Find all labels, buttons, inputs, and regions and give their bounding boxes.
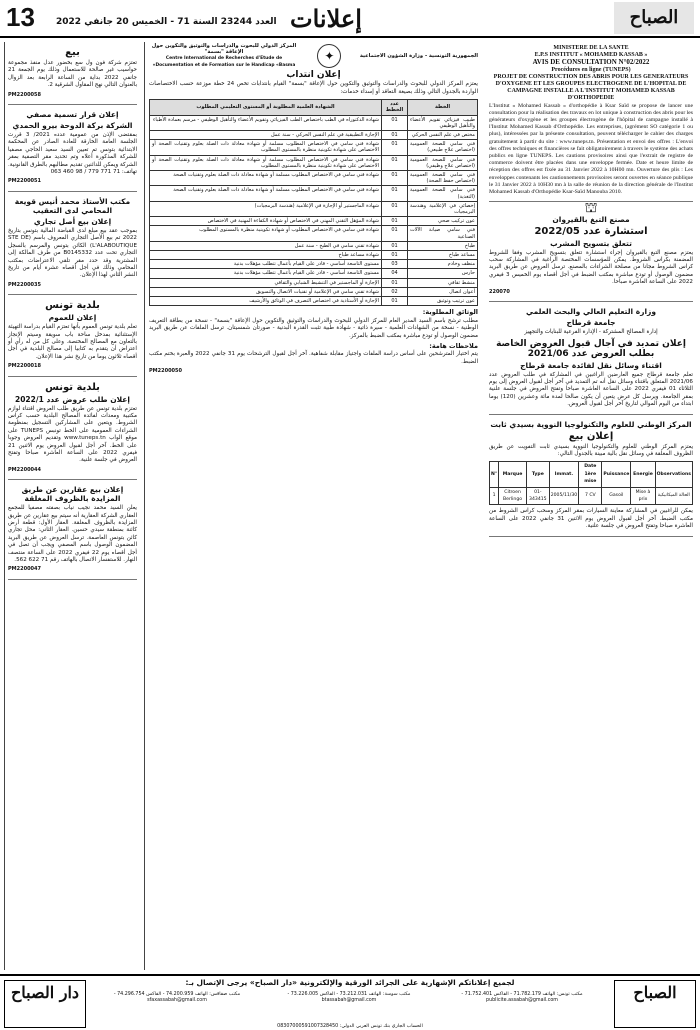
ad-title: المركز الوطني للعلوم والتكنولوجيا النووية بسيدي ثابت: [490, 419, 692, 429]
recruitment-title: إعلان انتداب: [286, 70, 341, 80]
ad-nuclear-center: [489, 415, 693, 537]
ad-text2: يمكن للراغبين في المشاركة معاينة السيارات بمقر المركز وسحب كراس الشروط من مكتب الضبط. آخر أجل لقبول العروض يوم الاثنين 31 جانفي 2022 على الساعة العاشرة صباحا وتفتح العروض في جلسة علنية.: [489, 508, 693, 530]
job-post: فني سامي للصحة العمومية (اختصاص حفظ الصحة): [408, 171, 478, 186]
ad-subtitle: إعلان للعموم: [48, 313, 97, 323]
job-count: 04: [382, 269, 408, 278]
job-requirement: الإجازة أو الأستاذية في اختصاص التصرف في الوثائق والأرشيف: [150, 297, 382, 306]
vehicle-cell: 1: [490, 487, 499, 505]
job-count: 01: [382, 140, 408, 155]
job-post: فني سامي للصحة العمومية (اختصاص علاج طبيعي): [408, 140, 478, 155]
table-row: [150, 171, 478, 186]
ad-consultation-fr: [489, 42, 693, 202]
job-requirement: شهادة فني سامي في الاختصاص المطلوب أو شهادة تكوينية منظرة بالمستوى المطلوب: [150, 226, 382, 241]
ad-text: تعلم بلدية تونس العموم بأنها تعتزم القيام بدراسة التهيئة الإستثنائية بمدخل ساحة باب سويقة وسيتم الإنجاز بالتعاون مع المصالح المختصة. وعلى كل من له رأي أو اعتراض أن يتقدم به كتابيا إلى مصالح البلدية في أجل أقصاه ثلاثون يوما من تاريخ نشر هذا الإعلان.: [8, 324, 137, 360]
job-requirement: مستوى التاسعة أساسي - قادر على القيام بأعمال تتطلب مؤهلات بدنية: [150, 260, 382, 269]
job-count: 01: [382, 297, 408, 306]
ad-text: يعلن السيد محمد نجيب نياب بصفته مصفيا للمجمع العقاري الشركة العقارية أنه سيتم بيع عقارين عن طريق المزايدة بالظروف المغلقة. العقار الأول: قطعة أرض كائنة بمنطقة سيدي حسين. العقار الثاني: محل تجاري كائن بتونس العاصمة. ترسل العروض عن طريق البريد المضمون الوصول باسم المصفي ويجب أن تصل في أجل أقصاه يوم 22 فيفري 2022 على الساعة منتصف النهار. للاستفسار الاتصال بالهاتف رقم 71 622 562.: [8, 505, 137, 564]
ad-lawyer: [8, 192, 137, 295]
table-row: [150, 115, 478, 130]
table-row: [150, 269, 478, 278]
job-count: 01: [382, 186, 408, 201]
job-post: طباخ: [408, 241, 478, 250]
col-header-count: عدد الخطط: [382, 100, 408, 115]
col-header-requirement: الشهادة العلمية المطلوبة أو المستوى التعليمي المطلوب: [150, 100, 382, 115]
ad-ref: PM2200035: [8, 281, 41, 288]
job-requirement: شهادة فني سامي في الاختصاص المطلوب مسلمة أو شهادة معادلة ذات الصلة بعلوم وتقنيات الصحة: [150, 171, 382, 186]
fr-ministry: MINISTERE DE LA SANTE: [553, 45, 629, 51]
job-post: منظف وخادم: [408, 260, 478, 269]
ad-title: بلدية تونس: [45, 300, 100, 312]
ad-title: مكتب الأستاذ محمد أنيس قويعة المحامي لدى التعقيب: [14, 196, 131, 215]
ad-title: بيع: [65, 47, 80, 58]
ad-title: إعلان قرار تسمية مصفي: [26, 110, 119, 120]
notes-title: ملاحظات هامة:: [429, 341, 478, 350]
job-requirement: شهادة تقني سامي في الإعلامية أو تقنيات الاتصال والتسويق: [150, 287, 382, 296]
page-header: [0, 0, 700, 38]
table-row: [150, 217, 478, 226]
ad-text: يعتزم المركز الوطني للعلوم والتكنولوجيا النووية بسيدي ثابت التفويت عن طريق الظروف المغلقة في وسائل نقل بالية مبينة بالجدول التالي:: [489, 443, 693, 457]
job-requirement: شهادة الدكتوراه في الطب باختصاص الطب الفيزيائي وتقويم الأعضاء والتأهيل الوظيفي - مرسم بعمادة الأطباء: [150, 115, 382, 130]
table-row: [150, 241, 478, 250]
vehicle-col-header: Observations: [655, 462, 692, 487]
ad-municipality-tender: [8, 377, 137, 481]
tobacco-logo-icon: ⛫: [584, 200, 598, 217]
table-row: [150, 201, 478, 216]
table-row: [150, 186, 478, 201]
job-post: عون تركيب صحي: [408, 217, 478, 226]
ad-ref: PM2200051: [8, 178, 41, 185]
job-requirement: شهادة الماجستير أو الإجازة في الإعلامية (هندسة البرمجيات): [150, 201, 382, 216]
table-row: [150, 155, 478, 170]
ad-text: بموجب عقد بيع مبلغ لدى القباضة المالية بتونس بتاريخ 2022 تم بيع الأصل التجاري المعروف باسم (STE DE L'ALABOUTIQUE) الكائن بتونس والمرسم بالسجل التجاري تحت عدد B0145332 من طرف المالكة إلى المشترية وقد حدد مقر تلقي الاعتراضات بمكتب المحامي وذلك في أجل أقصاه عشرة أيام من تاريخ النشر الثاني لهذا الإعلان.: [8, 227, 137, 279]
ad-text: يعتزم مصنع التبغ بالقيروان إجراء استشارة تتعلق بتسويح المشرب وفقا للشروط المضمنة بكراس الشروط. يمكن للمؤسسات المختصة الراغبة في المشاركة سحب كراس الشروط مجانا من مصلحة الشراءات بالمصنع. ترسل العروض عن طريق البريد مضمون الوصول أو تودع مباشرة بمكتب الضبط في أجل أقصاه يوم الخميس 3 فيفري 2022 على الساعة العاشرة صباحا.: [489, 249, 693, 286]
job-count: 01: [382, 226, 408, 241]
ad-text: تعتزم شركة فون ول سع بخضور عدل منفذ مجموعة حواسيب غير صالحة للاستعمال وذلك يوم الجمعة 21 جانفي 2022 بداية من الساعة الرابعة بعد الزوال بالعنوان التالي نهج المقاول الشرقية 2.: [8, 60, 138, 89]
issue-line: العدد 23244 السنة 71 - الخميس 20 جانفي 2022: [56, 17, 277, 27]
ad-text: تعلم جامعة قرطاج جميع العارضين الراغبين في المشاركة في طلب العروض عدد 2021/06 المتعلق باقتناء وسائل نقل أنه تم التمديد في آخر أجل لقبول العروض إلى يوم الثلاثاء 01 فيفري 2022 على الساعة العاشرة صباحا وتفتح العروض في جلسة علنية بمقر الجامعة. ويرسل كل عرض يتعين أن يكون صالحا لمدة مائة وعشرين (120) يوما ابتداء من اليوم الموالي لتاريخ آخر أجل لقبول العروض.: [489, 371, 693, 408]
job-count: 01: [382, 217, 408, 226]
job-requirement: شهادة تقني سامي في الطبخ - سنة عمل: [150, 241, 382, 250]
vehicle-cell: Gasoil: [602, 487, 631, 505]
ad-subtitle: الشركة بركة الدوحة بيرو الحمدي: [12, 121, 133, 131]
page-footer: [0, 974, 700, 1030]
column-right: [486, 42, 696, 970]
ad-ref: PM2200044: [8, 466, 41, 473]
job-post: عون ترتيب وتوثيق: [408, 297, 478, 306]
ad-ref: PM2200058: [8, 91, 41, 98]
vehicle-col-header: Immat.: [549, 462, 578, 487]
job-requirement: الإجازة التطبيقية في علم النفس الحركي - سنة عمل: [150, 131, 382, 140]
fr-title: AVIS DE CONSULTATION N°02/2022: [532, 58, 650, 67]
jobs-table: [149, 99, 478, 306]
table-row: [150, 287, 478, 296]
vehicle-cell: الحالة الميكانيكية: [655, 487, 692, 505]
footer-logo-right: الصباح: [614, 980, 696, 1028]
job-post: طبيب فيزيائي تقويم الأعضاء والتأهيل الوظيفي: [408, 115, 478, 130]
vehicle-cell: 01-343415: [526, 487, 549, 505]
page-number: 13: [6, 2, 35, 32]
fr-procedure: Procédures en ligne (TUNEPS): [551, 66, 631, 73]
vehicle-col-header: Marque: [499, 462, 527, 487]
ad-subtitle: استشارة عدد 2022/05: [534, 225, 648, 237]
ad-headline2: اقتناء وسائل نقل لفائدة جامعة قرطاج: [520, 360, 662, 370]
job-post: أعوان اتصال: [408, 287, 478, 296]
bank-account: الحساب الجاري بنك تونس العربي الدولي: 08307000591007328450: [277, 1024, 423, 1029]
column-left: [4, 42, 140, 970]
ad-text: بمقتضى الإذن من عمومية عدده 2021/ 3 قررت الجلسة العامة الخارقة للعادة الصادر عن المحكمة الابتدائية بتونس تم تعيين السيد سعيد الحاجي مصفيا للشركة المذكورة أعلاه وتم تحديد مقر التصفية بمقر الشركة ويمكن للدائنين تقديم مطالبهم بالطرق القانونية. تهاتف: 71 771 779 / 98 460 063: [8, 132, 137, 176]
ad-subtitle: إعلان طلب عروض عدد 2022/1: [15, 394, 130, 404]
emblem-icon: ✦: [317, 44, 341, 68]
ministry-name: الجمهورية التونسية - وزارة الشؤون الاجتماعية: [359, 52, 478, 59]
ad-auction: [8, 480, 137, 580]
section-title: إعلانات: [290, 4, 362, 33]
ad-sale: [8, 42, 137, 105]
job-post: مختص في علم النفس الحركي: [408, 131, 478, 140]
job-count: 01: [382, 278, 408, 287]
footer-banner: لجميع إعلاناتكم الإشهارية على الجرائد الورقية والإلكترونية «دار الصباح» يرجى الإتصال بـ:: [185, 978, 515, 987]
job-requirement: شهادة فني سامي في الاختصاص المطلوب مسلمة أو شهادة معادلة ذات الصلة بعلوم وتقنيات الصحة أو الاختصاص على شهادة تكوينية منظرة بالمستوى المطلوب: [150, 155, 382, 170]
notes-text: يتم اختيار المترشحين على أساس دراسة الملفات واجتياز مقابلة شفاهية. آخر أجل لقبول الترشحات يوم 31 جانفي 2022 والعبرة بختم مكتب الضبط.: [149, 351, 478, 365]
job-requirement: مستوى التاسعة أساسي - قادر على القيام بأعمال تتطلب مؤهلات بدنية: [150, 269, 382, 278]
ad-ref: PM2200050: [149, 368, 182, 375]
table-row: [150, 260, 478, 269]
table-row: [150, 251, 478, 260]
ad-text: تعتزم بلدية تونس عن طريق طلب العروض اقتناء لوازم مكتبية ومعدات لفائدة المصالح البلدية حسب كراس الشروط. ويتعين على المشاركين التسجيل بمنظومة الشراءات العمومية على الخط تونبس TUNEPS على موقع الواب www.tuneps.tn وتقديم العروض وجوبا على الخط. آخر أجل لقبول العروض يوم الاثنين 21 فيفري 2022 على الساعة العاشرة صباحا وتفتح العروض في جلسة علنية.: [8, 405, 137, 464]
ad-ref: PM2200018: [8, 363, 41, 370]
office-sousse: مكتب سوسة: الهاتف 73.212.031 - الفاكس 73.226.005 - btassabah@gmail.com: [287, 992, 411, 1003]
ad-subtitle: إعلان بيع: [568, 430, 614, 442]
ad-subtitle: إعلان بيع أصل تجاري: [33, 216, 112, 226]
vehicle-cell: 7 CV: [579, 487, 602, 505]
ad-subtitle2: تتعلق بتسويح المشرب: [550, 238, 632, 248]
job-post: حارس: [408, 269, 478, 278]
job-requirement: الإجازة أو الماجستير في التنشيط الشبابي والثقافي: [150, 278, 382, 287]
table-row: [150, 140, 478, 155]
job-post: منشط ثقافي: [408, 278, 478, 287]
vehicle-col-header: Date 1ère mise: [579, 462, 602, 487]
office-sfax: مكتب صفاقس: الهاتف 74.200.959 - الفاكس 74.296.754 - sfaxassabah@gmail.com: [113, 992, 241, 1003]
job-count: 02: [382, 287, 408, 296]
job-post: فني سامي للصحة العمومية (اختصاص علاج وظيفي): [408, 155, 478, 170]
fr-object: PROJET DE CONSTRUCTION DES ABRIS POUR LES GENERATEURS D'OXYGENE ET LES GROUPES ELECTROGENE DE L'HOPITAL DE CAMPAGNE INSTALLE A L'INSTITUT MOHAMED KASSAB D'ORTHOPEDIE: [493, 73, 689, 102]
ad-liquidator: [8, 105, 137, 192]
ad-ref: 220070: [489, 288, 510, 295]
job-count: 01: [382, 201, 408, 216]
fr-institute: E.P.S INSTITUT « MOHAMED KASSAB »: [534, 52, 648, 59]
job-requirement: شهادة فني سامي في الاختصاص المطلوب مسلمة أو شهادة معادلة ذات الصلة بعلوم وتقنيات الصحة أو الاختصاص على شهادة تكوينية منظرة بالمستوى المطلوب: [150, 140, 382, 155]
newspaper-logo: الصباح: [614, 2, 694, 34]
vehicle-table: [489, 461, 693, 505]
job-count: 01: [382, 251, 408, 260]
job-count: 01: [382, 155, 408, 170]
job-count: 01: [382, 171, 408, 186]
vehicle-col-header: N°: [490, 462, 499, 487]
col-header-post: الخطة: [408, 100, 478, 115]
vehicle-cell: Mise à prix: [631, 487, 655, 505]
ad-subtitle2: إدارة المصالح المشتركة - الإدارة الفرعية للبنايات والتجهيز: [524, 329, 658, 336]
center-logos: [149, 42, 478, 70]
ad-title: وزارة التعليم العالي والبحث العلمي: [525, 307, 657, 317]
fr-body: L'Institut « Mohamed Kassab » d'orthopédie à Ksar Saïd se propose de lancer une consultation pour la réalisation des travaux en lot unique à construction des abris pour les générateurs d'oxygène et les groupes électrogène de l'hôpital de campagne installé à l'Institut Mohamed Kassab d'Orthopédie. Les entreprises, (agrément SO catégorie 1 ou plus), intéressées par la présente consultation, peuvent télécharger le cahier des charges gratuitement à partir du site : www.tuneps.tn. Présentation et envoi des offres : L'envoi des offres techniques et financières se fait obligatoirement à travers le système des achats publics en ligne TUNEPS. Les cautions provisoires ainsi que l'extrait de registre de commerce doivent être placées dans une enveloppe fermée. Date et heure limite de réception des offres est fixée au 31 Janvier 2022 à 10H00 mn. Ouverture des plis : Les enveloppes contenants les cautionnements provisoires seront ouvertes en séance publique le 31 Janvier 2022 à 10H30 mn à la salle de réunion de la direction générale de l'Institut Mohamed Kassab d'Orthopédie Ksar-Saïd Manouba 2010.: [489, 102, 693, 196]
center-name-fr: Centre International de Recherches d'Etude de Documentation et de Formation sur le Handicap «Basma»: [152, 56, 296, 69]
ad-carthage: [489, 302, 693, 414]
job-count: 01: [382, 131, 408, 140]
office-tunis: مكتب تونس: الهاتف 71.782.179 - الفاكس 71.752.401 - publicite.assabah@gmail.com: [461, 992, 583, 1003]
vehicle-col-header: Type: [526, 462, 549, 487]
docs-text: مطلب ترشح باسم السيد المدير العام للمركز الدولي للبحوث والدراسات والتوثيق والتكوين حول الإعاقة "بسمة" - نسخة من بطاقة التعريف الوطنية - نسخة من الشهادات العلمية - سيرة ذاتية - شهادة طبية تثبت القدرة البدنية - صورتان شمسيتان. ترسل الملفات عن طريق البريد مضمون الوصول أو تودع مباشرة بمكتب الضبط بالمركز.: [149, 317, 478, 339]
vehicle-col-header: Puissance: [602, 462, 631, 487]
vehicle-cell: Citroen Berlingo: [499, 487, 527, 505]
job-post: إخصائي في الإعلامية وهندسة البرمجيات: [408, 201, 478, 216]
ad-municipality-notice: [8, 295, 137, 376]
ad-title: إعلان بيع عقارين عن طريق المزايدة بالظروف المغلقة: [21, 485, 124, 504]
table-row: [150, 131, 478, 140]
vehicle-cell: 2005/11/30: [549, 487, 578, 505]
ad-title: بلدية تونس: [45, 381, 100, 393]
center-name: المركز الدولي للبحوث والدراسات والتوثيق والتكوين حول الإعاقة "بسمة" Centre International de Recherches d'Etude de Documentation et de Formation sur le Handicap «Basma»: [151, 42, 297, 69]
ad-title: مصنع التبغ بالقيروان: [552, 214, 630, 224]
recruitment-intro: يعتزم المركز الدولي للبحوث والدراسات والتوثيق والتكوين حول الإعاقة "بسمة" القيام بانتدابات تخص 24 خطة موزعة حسب الاختصاصات الواردة بالجدول التالي وذلك بصيغة التعاقد أو إسداء خدمات:: [149, 81, 478, 95]
table-row: [150, 278, 478, 287]
job-count: 01: [382, 115, 408, 130]
column-center: [144, 42, 482, 970]
job-requirement: شهادة فني سامي في الاختصاص المطلوب مسلمة أو شهادة معادلة ذات الصلة بعلوم وتقنيات الصحة: [150, 186, 382, 201]
ad-subtitle: جامعة قرطاج: [566, 318, 616, 328]
vehicle-col-header: Energie: [631, 462, 655, 487]
job-post: فني سامي صيانة الآلات الصناعية: [408, 226, 478, 241]
ad-tobacco: [489, 202, 693, 302]
job-count: 01: [382, 241, 408, 250]
job-requirement: شهادة مساعد طباخ: [150, 251, 382, 260]
job-count: 03: [382, 260, 408, 269]
ad-headline: إعلان تمديد في آجال قبول العروض الخاصة بطلب العروض عدد 2021/06: [496, 338, 686, 359]
job-post: مساعد طباخ: [408, 251, 478, 260]
job-post: فني سامي للصحة العمومية (التغذية): [408, 186, 478, 201]
footer-logo-left: دار الصباح: [4, 980, 86, 1028]
table-row: [150, 226, 478, 241]
job-requirement: شهادة المؤهل التقني المهني في الاختصاص أو شهادة الكفاءة المهنية في الاختصاص: [150, 217, 382, 226]
ad-ref: PM2200047: [8, 566, 41, 573]
docs-title: الوثائق المطلوبة:: [422, 308, 478, 317]
table-row: [150, 297, 478, 306]
